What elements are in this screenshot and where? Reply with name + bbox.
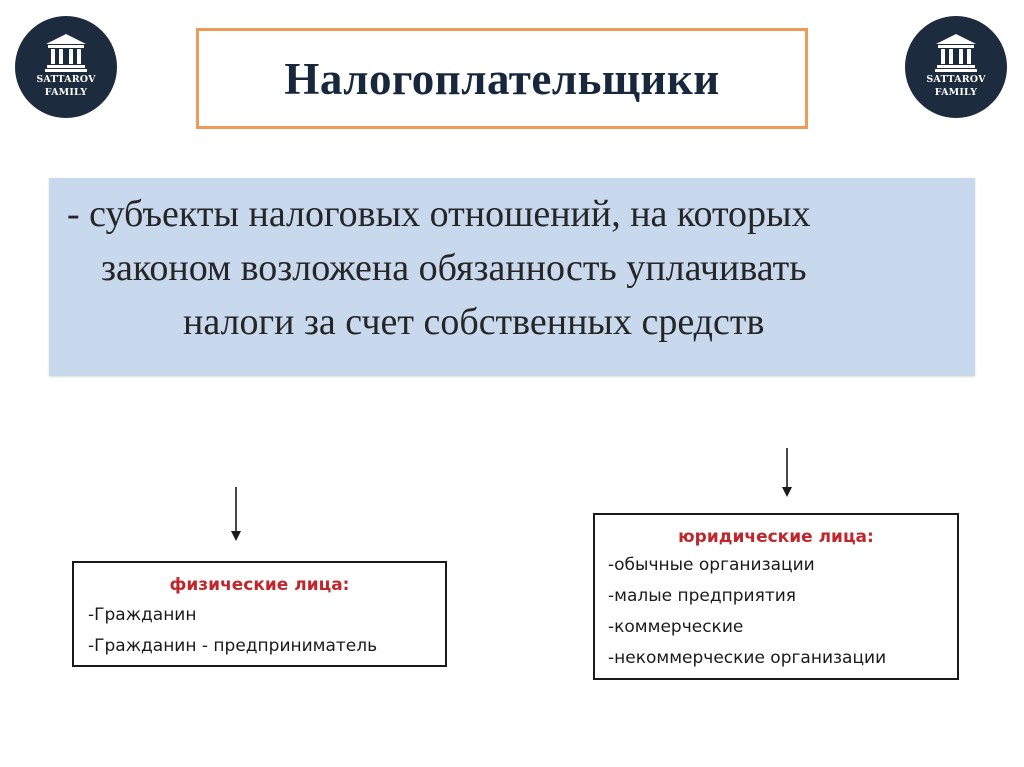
list-item: -Гражданин - предприниматель bbox=[88, 636, 378, 656]
title-box bbox=[196, 28, 808, 129]
individuals-box bbox=[72, 561, 447, 667]
definition-box bbox=[49, 178, 975, 376]
legal-entities-box bbox=[593, 513, 959, 680]
page-title: Налогоплательщики bbox=[284, 53, 720, 104]
building-columns-icon bbox=[934, 32, 978, 72]
definition-line-2: законом возложена обязанность уплачивать bbox=[101, 247, 807, 289]
logo-text-line1: SATTAROV bbox=[926, 74, 986, 85]
arrow-down-legal-entities bbox=[780, 448, 794, 498]
definition-line-1: - субъекты налоговых отношений, на которых bbox=[67, 193, 811, 235]
legal-entities-heading: юридические лица: bbox=[678, 527, 874, 547]
arrow-down-individuals bbox=[229, 487, 243, 542]
definition-line-3: налоги за счет собственных средств bbox=[183, 301, 765, 343]
list-item: -обычные организации bbox=[608, 555, 815, 575]
list-item: -коммерческие bbox=[608, 617, 744, 637]
individuals-heading: физические лица: bbox=[169, 575, 350, 595]
logo-text-line2: FAMILY bbox=[44, 87, 88, 98]
building-columns-icon bbox=[44, 32, 88, 72]
logo-left bbox=[15, 16, 117, 118]
list-item: -некоммерческие организации bbox=[608, 648, 887, 668]
logo-text-line2: FAMILY bbox=[934, 87, 978, 98]
list-item: -малые предприятия bbox=[608, 586, 797, 606]
logo-text-line1: SATTAROV bbox=[36, 74, 96, 85]
logo-right bbox=[905, 16, 1007, 118]
list-item: -Гражданин bbox=[88, 605, 197, 625]
